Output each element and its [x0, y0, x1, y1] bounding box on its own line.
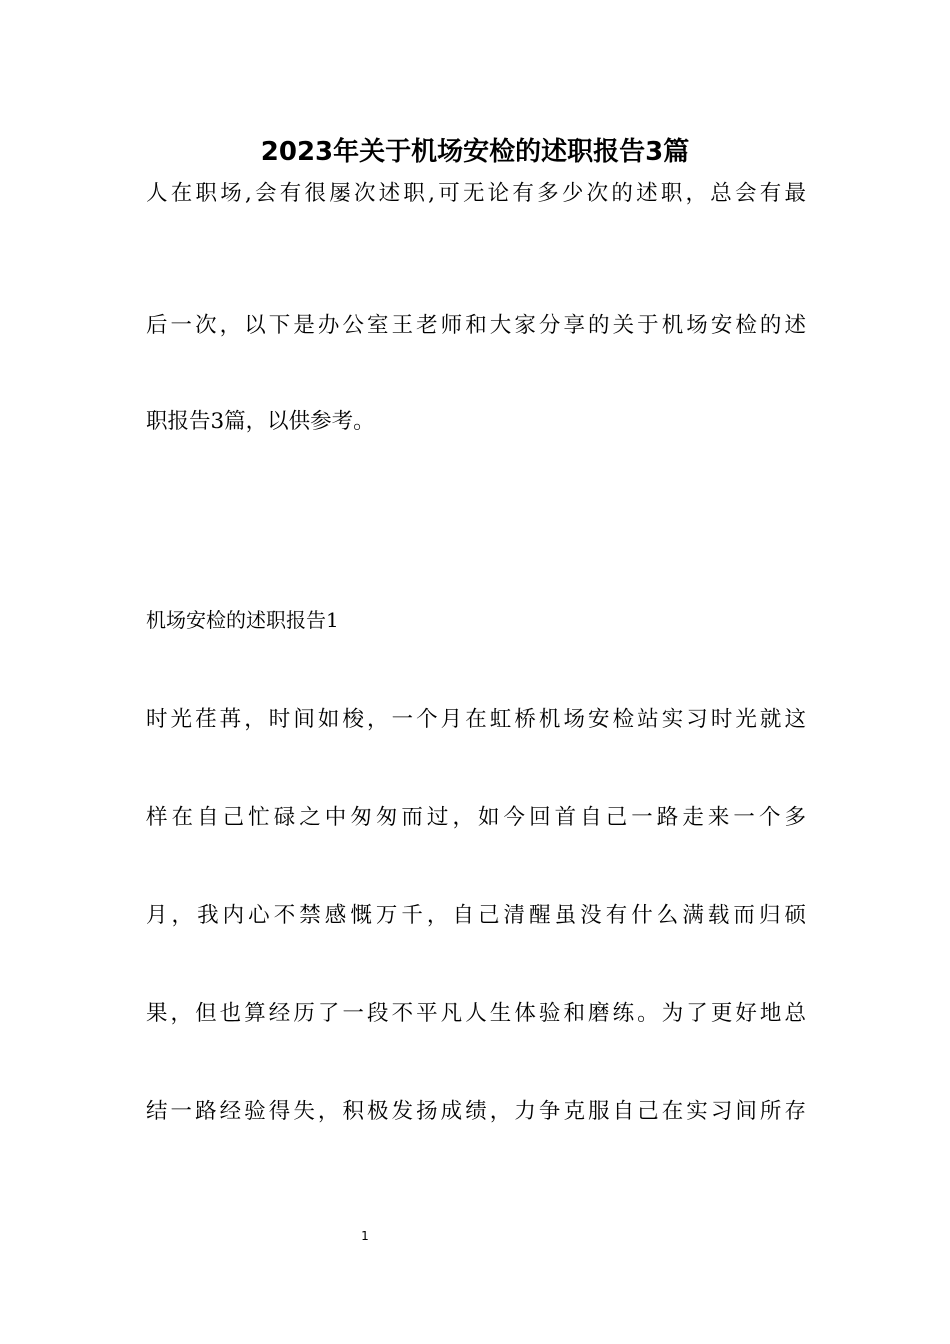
body-line-2: 样在自己忙碌之中匆匆而过，如今回首自己一路走来一个多	[146, 805, 806, 830]
intro-line-2: 后一次，以下是办公室王老师和大家分享的关于机场安检的述	[146, 313, 806, 338]
page-number: 1	[361, 1229, 369, 1243]
section-heading: 机场安检的述职报告1	[146, 608, 339, 632]
intro-line-3: 职报告3篇，以供参考。	[146, 409, 375, 434]
body-line-1: 时光荏苒，时间如梭，一个月在虹桥机场安检站实习时光就这	[146, 707, 806, 732]
intro-line-1: 人在职场,会有很屡次述职,可无论有多少次的述职，总会有最	[146, 181, 806, 206]
body-line-4: 果，但也算经历了一段不平凡人生体验和磨练。为了更好地总	[146, 1001, 806, 1026]
body-line-3: 月，我内心不禁感慨万千，自己清醒虽没有什么满载而归硕	[146, 903, 806, 928]
document-title: 2023年关于机场安检的述职报告3篇	[260, 137, 690, 167]
body-line-5: 结一路经验得失，积极发扬成绩，力争克服自己在实习间所存	[146, 1099, 806, 1124]
